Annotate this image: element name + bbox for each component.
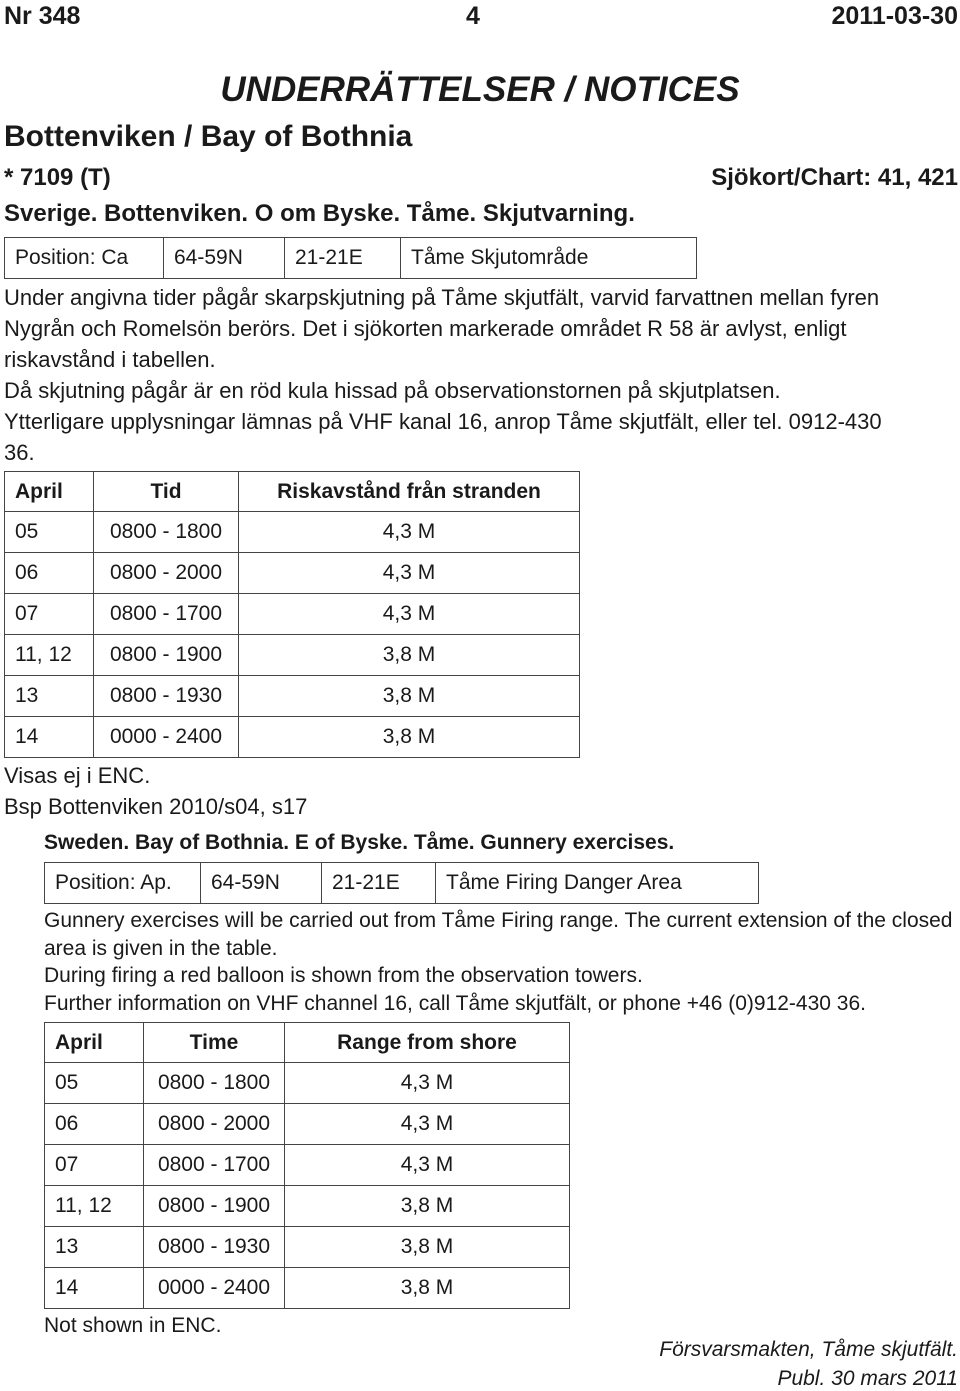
swedish-paragraph: Ytterligare upplysningar lämnas på VHF kanal 16, anrop Tåme skjutfält, eller tel. 0912-430 36. <box>4 409 882 465</box>
position-area: Tåme Skjutområde <box>401 238 697 279</box>
swedish-body <box>4 282 954 468</box>
position-label: Position: Ca <box>5 238 164 279</box>
cell-day: 07 <box>45 1145 144 1186</box>
swedish-paragraph: Då skjutning pågår är en röd kula hissad på observationstornen på skjutplatsen. <box>4 378 781 403</box>
table-row <box>45 1268 570 1309</box>
column-header: April <box>45 1023 144 1063</box>
cell-day: 11, 12 <box>45 1186 144 1227</box>
section-title: UNDERRÄTTELSER / NOTICES <box>220 70 740 109</box>
cell-range: 4,3 M <box>285 1104 570 1145</box>
english-enc-note: Not shown in ENC. <box>44 1314 222 1337</box>
cell-day: 05 <box>5 512 94 553</box>
table-row <box>5 676 580 717</box>
cell-range: 4,3 M <box>285 1063 570 1104</box>
cell-time: 0800 - 1900 <box>144 1186 285 1227</box>
cell-time: 0800 - 1800 <box>144 1063 285 1104</box>
cell-day: 06 <box>45 1104 144 1145</box>
position-longitude: 21-21E <box>285 238 401 279</box>
swedish-position-table <box>4 237 697 279</box>
cell-time: 0800 - 1930 <box>144 1227 285 1268</box>
issue-number: Nr 348 <box>4 2 81 30</box>
cell-range: 4,3 M <box>239 594 580 635</box>
column-header: Range from shore <box>285 1023 570 1063</box>
english-paragraph: Further information on VHF channel 16, call Tåme skjutfält, or phone +46 (0)912-430 36. <box>44 991 866 1015</box>
swedish-source: Bsp Bottenviken 2010/s04, s17 <box>4 794 308 819</box>
english-paragraph: During firing a red balloon is shown from the observation towers. <box>44 964 643 987</box>
cell-range: 3,8 M <box>239 717 580 758</box>
table-header-row <box>5 472 580 512</box>
english-schedule-table <box>44 1022 570 1309</box>
cell-day: 05 <box>45 1063 144 1104</box>
table-row <box>45 1104 570 1145</box>
page-number: 4 <box>466 2 480 30</box>
table-row <box>5 635 580 676</box>
cell-time: 0800 - 2000 <box>144 1104 285 1145</box>
table-row <box>45 1145 570 1186</box>
table-header-row <box>45 1023 570 1063</box>
cell-range: 4,3 M <box>285 1145 570 1186</box>
position-label: Position: Ap. <box>45 863 201 904</box>
authority: Försvarsmakten, Tåme skjutfält. <box>659 1338 958 1361</box>
column-header: April <box>5 472 94 512</box>
table-row <box>5 512 580 553</box>
cell-time: 0800 - 1700 <box>144 1145 285 1186</box>
cell-day: 13 <box>45 1227 144 1268</box>
table-row <box>5 553 580 594</box>
cell-day: 14 <box>45 1268 144 1309</box>
column-header: Time <box>144 1023 285 1063</box>
cell-time: 0800 - 1900 <box>94 635 239 676</box>
column-header: Tid <box>94 472 239 512</box>
position-longitude: 21-21E <box>322 863 436 904</box>
swedish-schedule-table <box>4 471 580 758</box>
cell-time: 0800 - 2000 <box>94 553 239 594</box>
cell-range: 3,8 M <box>285 1268 570 1309</box>
table-row <box>5 594 580 635</box>
publication-date: Publ. 30 mars 2011 <box>777 1367 958 1390</box>
cell-time: 0000 - 2400 <box>94 717 239 758</box>
cell-time: 0800 - 1930 <box>94 676 239 717</box>
cell-range: 3,8 M <box>239 635 580 676</box>
english-position-table <box>44 862 759 904</box>
english-paragraph: Gunnery exercises will be carried out from Tåme Firing range. The current extension of the closed area is given in the table. <box>44 909 953 960</box>
table-row <box>5 717 580 758</box>
english-heading: Sweden. Bay of Bothnia. E of Byske. Tåme. Gunnery exercises. <box>44 831 675 854</box>
cell-day: 11, 12 <box>5 635 94 676</box>
table-row <box>45 1186 570 1227</box>
cell-range: 3,8 M <box>285 1186 570 1227</box>
table-row <box>45 1063 570 1104</box>
cell-time: 0800 - 1800 <box>94 512 239 553</box>
cell-time: 0800 - 1700 <box>94 594 239 635</box>
column-header: Riskavstånd från stranden <box>239 472 580 512</box>
swedish-enc-note: Visas ej i ENC. <box>4 763 151 788</box>
cell-day: 13 <box>5 676 94 717</box>
english-body <box>44 907 956 1017</box>
swedish-heading: Sverige. Bottenviken. O om Byske. Tåme. Skjutvarning. <box>4 200 635 227</box>
cell-day: 07 <box>5 594 94 635</box>
cell-range: 3,8 M <box>239 676 580 717</box>
swedish-paragraph: Under angivna tider pågår skarpskjutning på Tåme skjutfält, varvid farvattnen mellan fyren Nygrån och Romelsön berörs. Det i sjökorten markerade området R 58 är avlyst, enligt riskavstånd i tabellen. <box>4 285 880 372</box>
notice-number: * 7109 (T) <box>4 164 111 191</box>
issue-date: 2011-03-30 <box>831 2 958 30</box>
cell-time: 0000 - 2400 <box>144 1268 285 1309</box>
chart-reference: Sjökort/Chart: 41, 421 <box>711 164 958 191</box>
cell-range: 4,3 M <box>239 512 580 553</box>
cell-range: 4,3 M <box>239 553 580 594</box>
area-title: Bottenviken / Bay of Bothnia <box>4 120 413 153</box>
cell-day: 06 <box>5 553 94 594</box>
cell-range: 3,8 M <box>285 1227 570 1268</box>
position-area: Tåme Firing Danger Area <box>436 863 759 904</box>
position-latitude: 64-59N <box>201 863 322 904</box>
table-row <box>45 1227 570 1268</box>
cell-day: 14 <box>5 717 94 758</box>
position-latitude: 64-59N <box>164 238 285 279</box>
